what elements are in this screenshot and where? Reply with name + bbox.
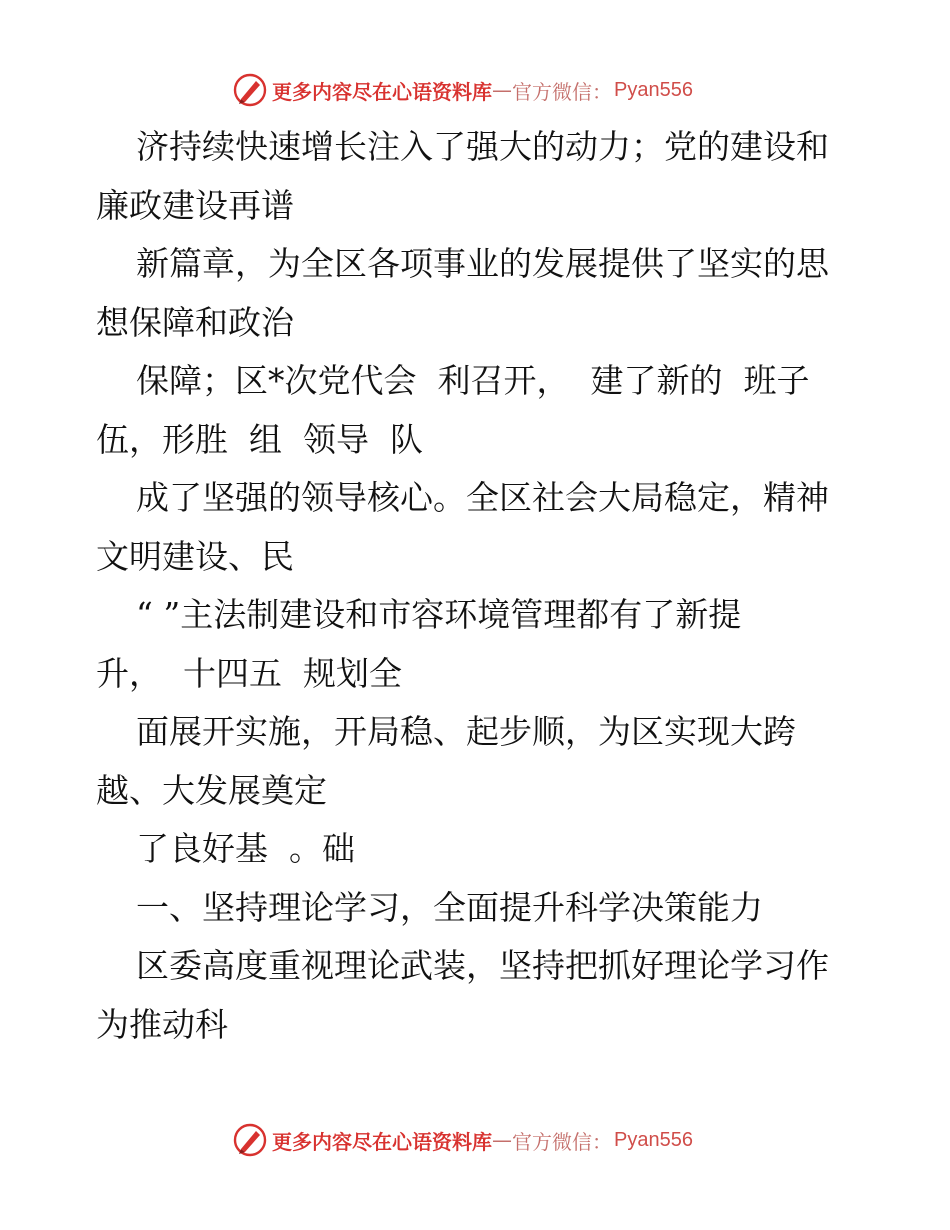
banner-wechat-label: 官方微信： <box>512 79 612 104</box>
banner-separator: — <box>492 1128 512 1152</box>
footer-banner <box>232 1120 712 1160</box>
text-line: 想保障和政治 <box>96 302 294 342</box>
text-line: 廉政建设再谱 <box>96 185 294 225</box>
header-banner <box>232 70 712 110</box>
text-line: 新篇章，为全区各项事业的发展提供了坚实的思 <box>136 244 829 283</box>
document-body <box>96 118 896 1054</box>
text-line: 保障；区*次党代会 利召开， 建了新的 班子 <box>136 361 810 400</box>
pen-logo-icon <box>232 72 268 108</box>
pen-logo-icon <box>232 1122 268 1158</box>
banner-separator: — <box>492 78 512 102</box>
text-line: 为推动科 <box>96 1004 228 1044</box>
banner-title: 更多内容尽在心语资料库 <box>272 79 492 104</box>
text-line: 越、大发展奠定 <box>96 770 327 810</box>
text-line: 了良好基 。础 <box>136 829 355 868</box>
text-line: “ ”主法制建设和市容环境管理都有了新提 <box>136 595 742 634</box>
section-heading: 一、坚持理论学习，全面提升科学决策能力 <box>136 887 763 927</box>
text-line: 伍，形胜 组 领导 队 <box>96 419 423 459</box>
text-line: 文明建设、民 <box>96 536 294 576</box>
text-line: 成了坚强的领导核心。全区社会大局稳定，精神 <box>136 478 829 517</box>
banner-wechat-id: Pyan556 <box>614 78 693 101</box>
banner-wechat-label: 官方微信： <box>512 1129 612 1154</box>
banner-title: 更多内容尽在心语资料库 <box>272 1129 492 1154</box>
text-line: 面展开实施，开局稳、起步顺，为区实现大跨 <box>136 712 796 751</box>
text-line: 济持续快速增长注入了强大的动力；党的建设和 <box>136 127 829 166</box>
text-line: 区委高度重视理论武装，坚持把抓好理论学习作 <box>136 946 829 985</box>
text-line: 升， 十四五 规划全 <box>96 653 402 693</box>
banner-wechat-id: Pyan556 <box>614 1128 693 1151</box>
